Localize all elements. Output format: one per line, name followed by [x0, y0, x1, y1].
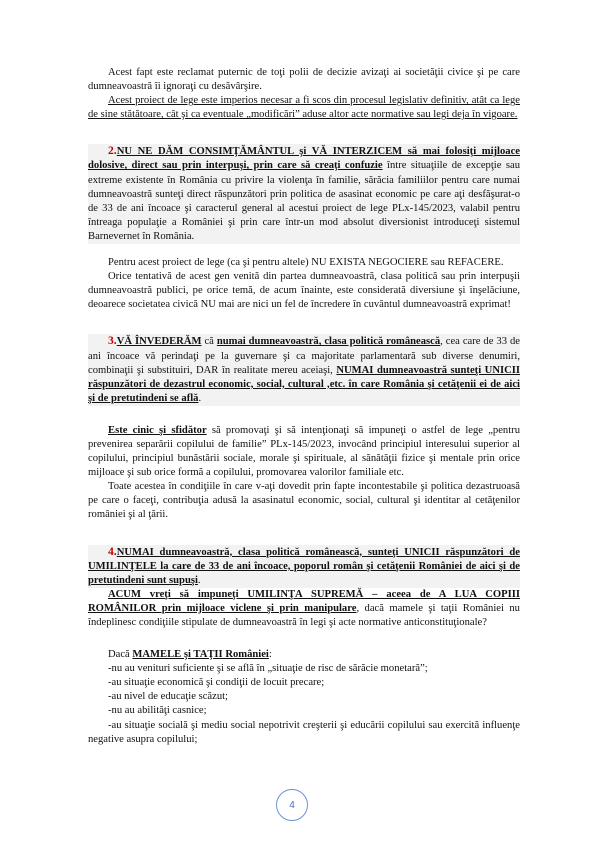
section-4: [88, 545, 520, 588]
list-item: -nu au venituri suficiente şi se află în „situaţie de risc de sărăcie monetară”;: [108, 663, 428, 675]
section-3-text-1: că: [201, 336, 217, 348]
section-3: [88, 334, 520, 405]
section-2-paragraph-3: Orice tentativă de acest gen venită din partea dumneavoastră, clasa politică sau prin interpuşii dumneavoastră publici, pe orice temă, de acum înainte, este considerată diversiune şi înşelăciune, deoarece societatea civică NU mai are nici un fel de încredere în cuvântul dumneavoastră exprimat!: [88, 271, 520, 311]
section-3-paragraph-2-lead: Este cinic şi sfidător: [108, 424, 207, 436]
section-3-heading: VĂ ÎNVEDERĂM: [116, 336, 202, 348]
intro-paragraph-2-text: Acest proiect de lege este imperios necesar a fi scos din procesul legislativ definitiv, atât ca lege de sine stătătoare, cât şi ca eventuale „modificări” aduse altor acte normative sau legi deja în vigoare.: [88, 95, 520, 121]
section-4-text-1: .: [197, 574, 201, 586]
section-4-number: 4.: [108, 544, 117, 558]
list-item: -au situaţie socială şi mediu social nepotrivit creşterii şi educării copilului sau exercită influenţe negative asupra copilului;: [88, 719, 520, 745]
section-3-text-2: , cea care de 33 de ani încoace vă perindaţi pe la guvernare şi ca majoritate parlamentară sub diverse denumiri, combinaţii şi substituiri, DAR în realitate mereu aceiaşi,: [88, 336, 520, 376]
section-3-number: 3.: [108, 334, 117, 348]
section-3-emphasis-2: NUMAI dumneavoastră sunteţi UNICII răspunzători de dezastrul economic, social, cultural ,etc. în care România şi cetăţenii ei de aici şi de pretutindeni se află: [88, 364, 520, 404]
section-2-paragraph-1: [88, 144, 520, 244]
section-3-paragraph-1: [88, 334, 520, 405]
section-3-emphasis-1: numai dumneavoastră, clasa politică românească: [216, 336, 441, 348]
section-3-paragraph-2-text: să promovaţi şi să intenţionaţi să impuneţi o astfel de lege „pentru prevenirea separării copilului de familie” PLx-145/2023, invocând principiul interesului superior al copilului, principiul bunăstării sociale, morale şi spirituale, al sănătăţii fizice şi mentale prin orice mijloace şi sub orice formă a copilului, promovarea valorilor familiale etc.: [88, 424, 520, 479]
section-2-number: 2.: [108, 144, 117, 158]
document-page: [88, 66, 520, 747]
section-3-paragraph-3: Toate acestea în condiţiile în care v-aţi dovedit prin fapte incontestabile şi politica dezastruoasă pe care o faceţi, contribuţia adusă la asasinatul economic, social, cultural şi identitar al cetăţenilor româniei şi al ţării.: [88, 481, 520, 521]
list-item: -au nivel de educaţie scăzut;: [108, 691, 229, 703]
list-intro-emphasis: MAMELE şi TAŢII României: [132, 649, 269, 661]
conditions-list: [88, 648, 520, 747]
intro-paragraph-2: [88, 94, 520, 122]
section-2-heading: NU NE DĂM CONSIMŢĂMÂNTUL şi VĂ INTERZICEM să mai folosiţi mijloace dolosive, direct sau prin interpuşi, prin care să creaţi confuzie: [88, 146, 520, 172]
list-intro: [88, 648, 520, 662]
section-4-paragraph-2-lead: ACUM vreţi să impuneţi UMILINŢA SUPREMĂ – aceea de A LUA COPIII ROMÂNILOR prin mijloace viclene şi prin manipulare: [88, 588, 520, 614]
section-2-paragraph-2: Pentru acest proiect de lege (ca şi pentru altele) NU EXISTA NEGOCIERE sau REFACERE.: [108, 257, 504, 269]
section-3-paragraph-2: [88, 424, 520, 480]
section-4-heading: NUMAI dumneavoastră, clasa politică românească, sunteţi UNICII răspunzători de UMILINŢELE la care de 33 de ani încoace, poporul român şi cetăţenii României de aici şi de pretutindeni sunt supuşi: [88, 546, 520, 586]
section-4-paragraph-2: [88, 588, 520, 630]
section-3-text-3: .: [198, 392, 202, 404]
section-2-text: între situaţiile de excepţie sau extreme existente în România cu privire la violenţa în familie, sărăcia familiilor pentru care numai dumneavoastră sunteţi direct răspunzători prin politica de asasinat economic pe care aţi desfăşurat-o de 33 de ani încoace şi caracterul general al acestui proiect de lege PLx-145/2023, valabil pentru întreaga populaţie a României şi prin care într-un mod absolut diversionist introduceţi sistemul Barnevernet în România.: [88, 160, 520, 242]
page-number: 4: [276, 789, 308, 821]
list-item: -nu au abilităţi casnice;: [108, 705, 207, 717]
list-item: -au situaţie economică şi condiţii de locuit precare;: [108, 677, 325, 689]
section-4-paragraph-2-text: , dacă mamele şi taţii României nu îndeplinesc condiţiile stipulate de dumneavoastră în legi şi acte normative anticonstituţionale?: [88, 602, 520, 628]
section-2: [88, 144, 520, 244]
intro-paragraph-1: Acest fapt este reclamat puternic de toţi polii de decizie avizaţi ai societăţii civice şi pe care dumneavoastră îi ignoraţi cu desăvârşire.: [88, 67, 520, 93]
list-intro-post: :: [268, 649, 272, 661]
section-4-paragraph-1: [88, 545, 520, 588]
list-intro-pre: Dacă: [108, 649, 133, 661]
